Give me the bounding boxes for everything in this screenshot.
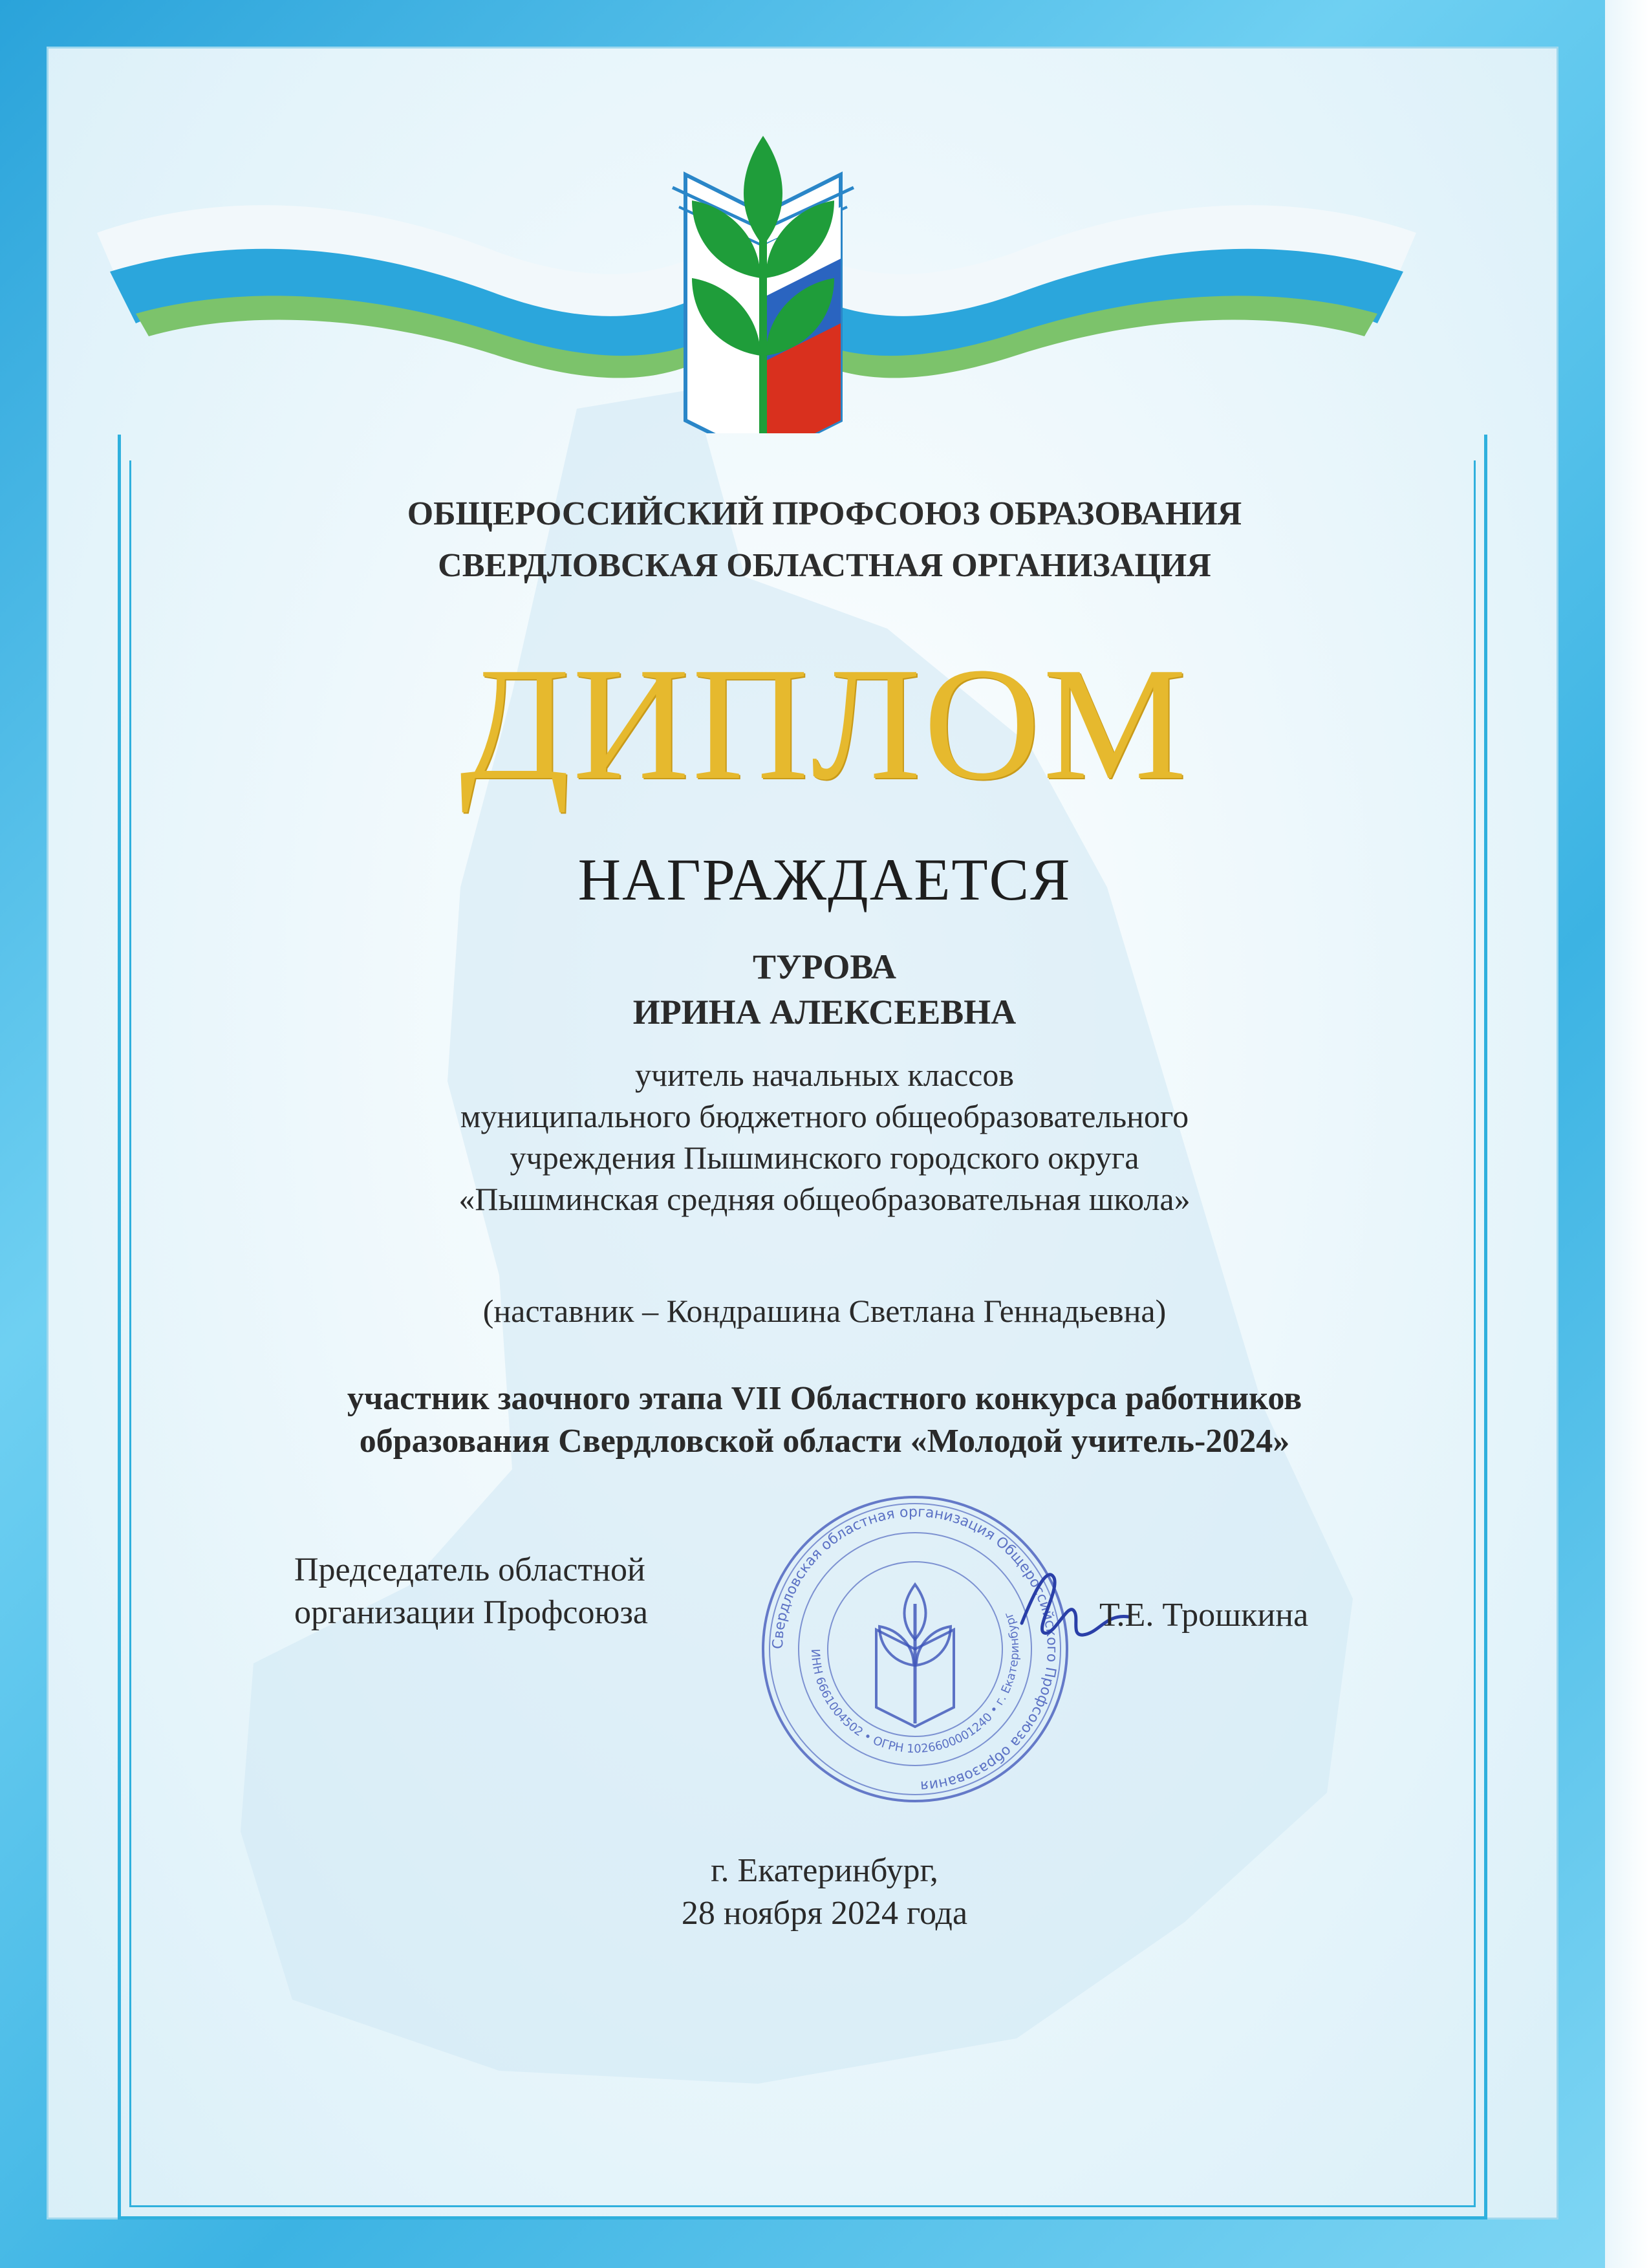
border-rule-bottom-inner [129, 2205, 1476, 2207]
awarded-label: НАГРАЖДАЕТСЯ [577, 847, 1072, 913]
position-line-1: учитель начальных классов [635, 1057, 1014, 1093]
mentor-line: (наставник – Кондрашина Светлана Геннадьевна) [482, 1293, 1167, 1329]
seal-outer-text: Свердловская областная организация Общероссийского Профсоюза образования [770, 1504, 1061, 1794]
organization-line-2: СВЕРДЛОВСКАЯ ОБЛАСТНАЯ ОРГАНИЗАЦИЯ [438, 547, 1211, 584]
signatory-role [294, 1549, 695, 1634]
place-city: г. Екатеринбург, [711, 1852, 938, 1889]
place-and-date [0, 1850, 1649, 1935]
book-with-sprout-emblem-icon [634, 84, 892, 433]
diploma-title: ДИПЛОМ [459, 634, 1189, 814]
organization-heading [0, 488, 1649, 592]
position-line-2: муниципального бюджетного общеобразовательного [460, 1098, 1189, 1134]
position-line-3: учреждения Пышминского городского округа [510, 1139, 1139, 1176]
border-rule-bottom [118, 2216, 1487, 2219]
seal-inner-text: ИНН 6661004502 • ОГРН 1026600001240 • г. Екатеринбург [808, 1610, 1022, 1756]
recipient-surname: ТУРОВА [753, 947, 896, 986]
signatory-name: Т.Е. Трошкина [1099, 1597, 1309, 1634]
organization-line-1: ОБЩЕРОССИЙСКИЙ ПРОФСОЮЗ ОБРАЗОВАНИЯ [407, 495, 1242, 532]
recipient-position [0, 1054, 1649, 1220]
contest-description [0, 1377, 1649, 1463]
recipient-given-name: ИРИНА АЛЕКСЕЕВНА [632, 993, 1017, 1031]
recipient-name [0, 944, 1649, 1035]
issue-date: 28 ноября 2024 года [681, 1895, 968, 1932]
signatory-role-line-2: организации Профсоюза [294, 1594, 648, 1631]
contest-line-2: образования Свердловской области «Молодой учитель-2024» [359, 1423, 1290, 1460]
position-line-4: «Пышминская средняя общеобразовательная школа» [458, 1181, 1191, 1217]
signatory-role-line-1: Председатель областной [294, 1551, 645, 1588]
contest-line-1: участник заочного этапа VII Областного конкурса работников [347, 1380, 1302, 1417]
